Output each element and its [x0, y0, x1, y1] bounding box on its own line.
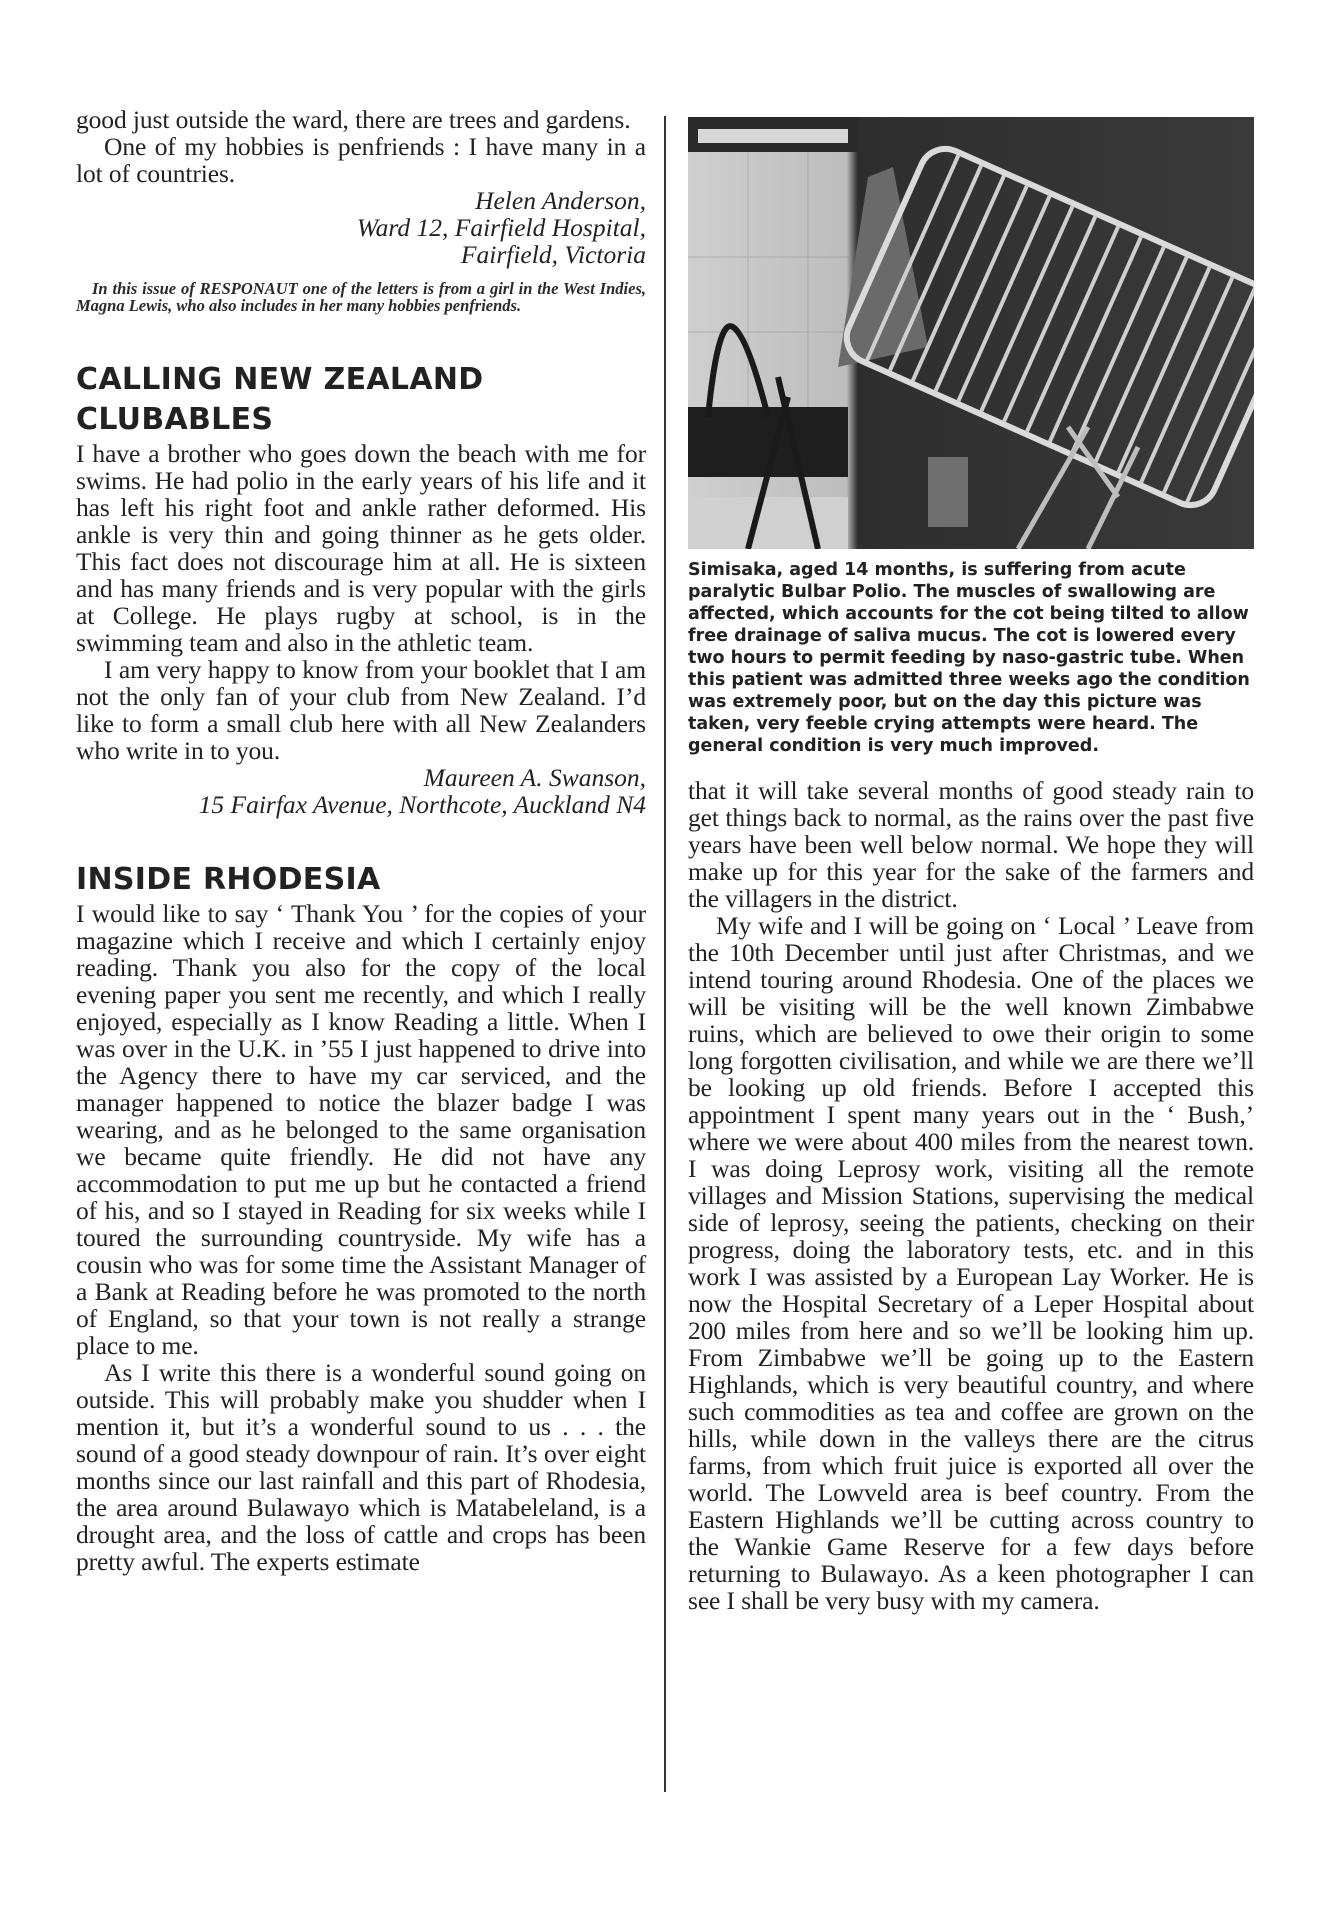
signature-maureen-swanson — [76, 764, 646, 818]
paragraph: I am very happy to know from your booklet that I am not the only fan of your club from New Zealand. I’d like to form a small club here with all New Zealanders who write in to you. — [76, 655, 646, 765]
photo-caption: Simisaka, aged 14 months, is suffering from acute paralytic Bulbar Polio. The muscles of swallowing are affected, which accounts for the cot being tilted to allow free drainage of saliva mucus. The cot is lowered every two hours to permit feeding by naso-gastric tube. When this patient was admitted three weeks ago the condition was extremely poor, but on the day this picture was taken, very feeble crying attempts were heard. The general condition is very much improved. — [688, 560, 1250, 756]
paragraph: As I write this there is a wonderful sound going on outside. This will probably make you shudder when I mention it, but it’s a wonderful sound to us . . . the sound of a good steady downpour of rain. It’s over eight months since our last rainfall and this part of Rhodesia, the area around Bulawayo which is Matabeleland, is a drought area, and the loss of cattle and crops has been pretty awful. The experts estimate — [76, 1358, 646, 1576]
paragraph: that it will take several months of good steady rain to get things back to normal, as the rains over the past five years have been well below normal. We hope they will make up for this year for the sake of the farmers and the villagers in the district. — [688, 776, 1254, 913]
paragraph: My wife and I will be going on ‘ Local ’ Leave from the 10th December until just after Christmas, and we intend touring around Rhodesia. One of the places we will be visiting will be the well known Zimbabwe ruins, which are believed to owe their origin to some long forgotten civilisation, and while we are there we’ll be looking up old friends. Before I accepted this appointment I spent many years out in the ‘ Bush,’ where we were about 400 miles from the nearest town. I was doing Leprosy work, visiting all the remote villages and Mission Stations, supervising the medical side of leprosy, seeing the patients, checking on their progress, doing the laboratory tests, etc. and in this work I was assisted by a European Lay Worker. He is now the Hospital Secretary of a Leper Hospital about 200 miles from here and so we’ll be looking him up. From Zimbabwe we’ll be going up to the Eastern Highlands, which is very beautiful country, and where such commodities as tea and coffee are grown on the hills, while down in the valleys there are the citrus farms, from which fruit juice is exported all over the world. The Lowveld area is beef country. From the Eastern Highlands we’ll be cutting across country to the Wankie Game Reserve for a few days before returning to Bulawayo. As a keen photographer I can see I shall be very busy with my camera. — [688, 911, 1254, 1615]
signature-line: Maureen A. Swanson, — [423, 763, 646, 792]
photo-illustration — [688, 117, 1254, 549]
paragraph: I would like to say ‘ Thank You ’ for the copies of your magazine which I receive and which I certainly enjoy reading. Thank you also for the copy of the local evening paper you sent me recently, and which I really enjoyed, especially as I know Reading a little. When I was over in the U.K. in ’55 I just happened to drive into the Agency there to have my car serviced, and the manager happened to notice the blazer badge I was wearing, and as he belonged to the same organisation we became quite friendly. He did not have any accommodation to put me up but he contacted a friend of his, and so I stayed in Reading for six weeks while I toured the surrounding countryside. My wife has a cousin who was for some time the Assistant Manager of a Bank at Reading before he was promoted to the north of England, so that your town is not really a strange place to me. — [76, 899, 646, 1360]
signature-line: Helen Anderson, — [475, 186, 646, 215]
right-column — [688, 106, 1254, 1614]
heading-line: CLUBABLES — [76, 402, 274, 437]
signature-line: Ward 12, Fairfield Hospital, — [356, 213, 646, 242]
signature-helen-anderson — [76, 187, 646, 268]
signature-line: Fairfield, Victoria — [460, 240, 646, 269]
paragraph: One of my hobbies is penfriends : I have many in a lot of countries. — [76, 132, 646, 188]
paragraph: good just outside the ward, there are trees and gardens. — [76, 105, 631, 134]
cot-photograph — [688, 117, 1254, 549]
section-heading-inside-rhodesia: INSIDE RHODESIA — [76, 862, 381, 897]
column-divider — [664, 116, 666, 1792]
section-heading-calling-new-zealand — [76, 360, 646, 440]
heading-line: CALLING NEW ZEALAND — [76, 362, 484, 397]
left-column — [76, 106, 646, 1575]
editor-note: In this issue of RESPONAUT one of the letters is from a girl in the West Indies, Magna Lewis, who also includes in her many hobbies penfriends. — [76, 279, 646, 315]
paragraph: I have a brother who goes down the beach with me for swims. He had polio in the early years of his life and it has left his right foot and ankle rather deformed. His ankle is very thin and going thinner as he gets older. This fact does not discourage him at all. He is sixteen and has many friends and is very popular with the girls at College. He plays rugby at school, is in the swimming team and also in the athletic team. — [76, 439, 646, 657]
signature-line: 15 Fairfax Avenue, Northcote, Auckland N4 — [198, 790, 646, 819]
